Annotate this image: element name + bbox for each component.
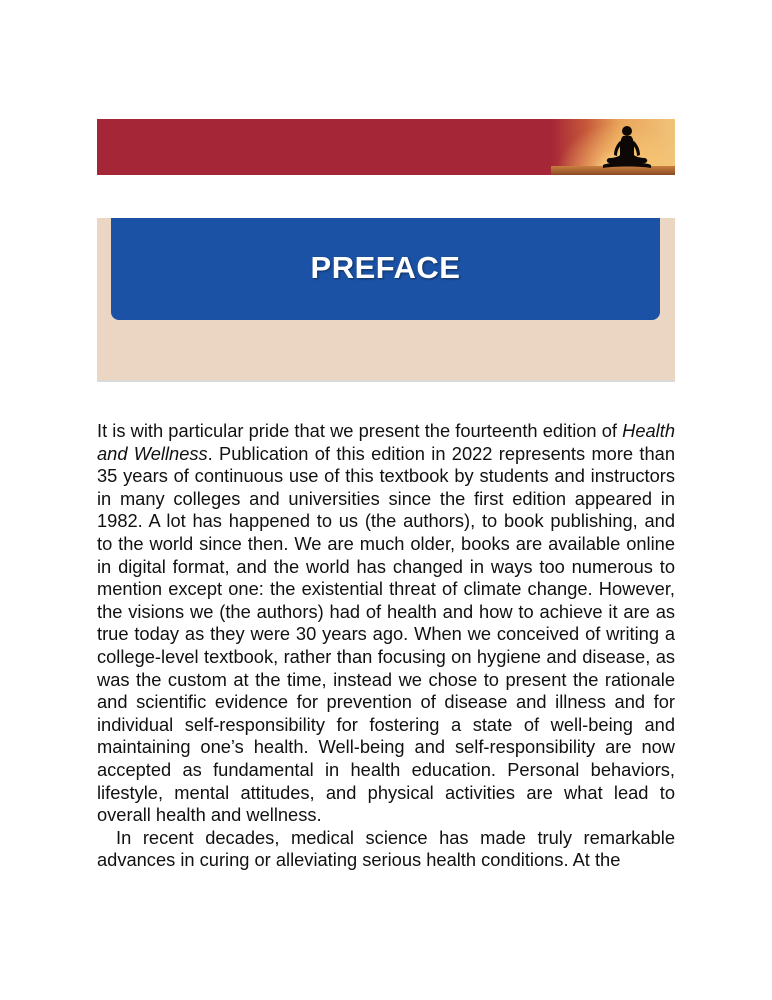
- paragraph: In recent decades, medical science has made truly remarkable advances in curing or alleviating serious health conditions. At the: [97, 826, 675, 871]
- book-title: Health and Wellness: [97, 420, 675, 464]
- header-banner: [97, 119, 675, 175]
- paragraph: [97, 420, 675, 827]
- paragraph-intro: It is with particular pride that we present the fourteenth edition of: [97, 420, 623, 441]
- preface-panel: [97, 218, 675, 382]
- page-title: PREFACE: [310, 250, 461, 285]
- paragraph-rest: . Publication of this edition in 2022 represents more than 35 years of continuous use of this textbook by students and instructors in many colleges and universities since the first edition appeared in 1982. A lot has happened to us (the authors), to book publishing, and to the world since then. We are much older, books are available online in digital format, and the world has changed in ways too numerous to mention except one: the existential threat of climate change. However, the visions we (the authors) had of health and how to achieve it are as true today as they were 30 years ago. When we conceived of writing a college-level textbook, rather than focusing on hygiene and disease, as was the custom at the time, instead we chose to present the rationale and scientific evidence for prevention of disease and illness and for individual self-responsibility for fostering a state of well-being and maintaining one’s health. Well-being and self-responsibility are now accepted as fundamental in health education. Personal behaviors, lifestyle, mental attitudes, and physical activities are what lead to overall health and wellness.: [97, 442, 675, 826]
- meditation-silhouette-icon: [601, 125, 653, 175]
- body-text: [97, 420, 675, 872]
- preface-banner: [111, 218, 660, 320]
